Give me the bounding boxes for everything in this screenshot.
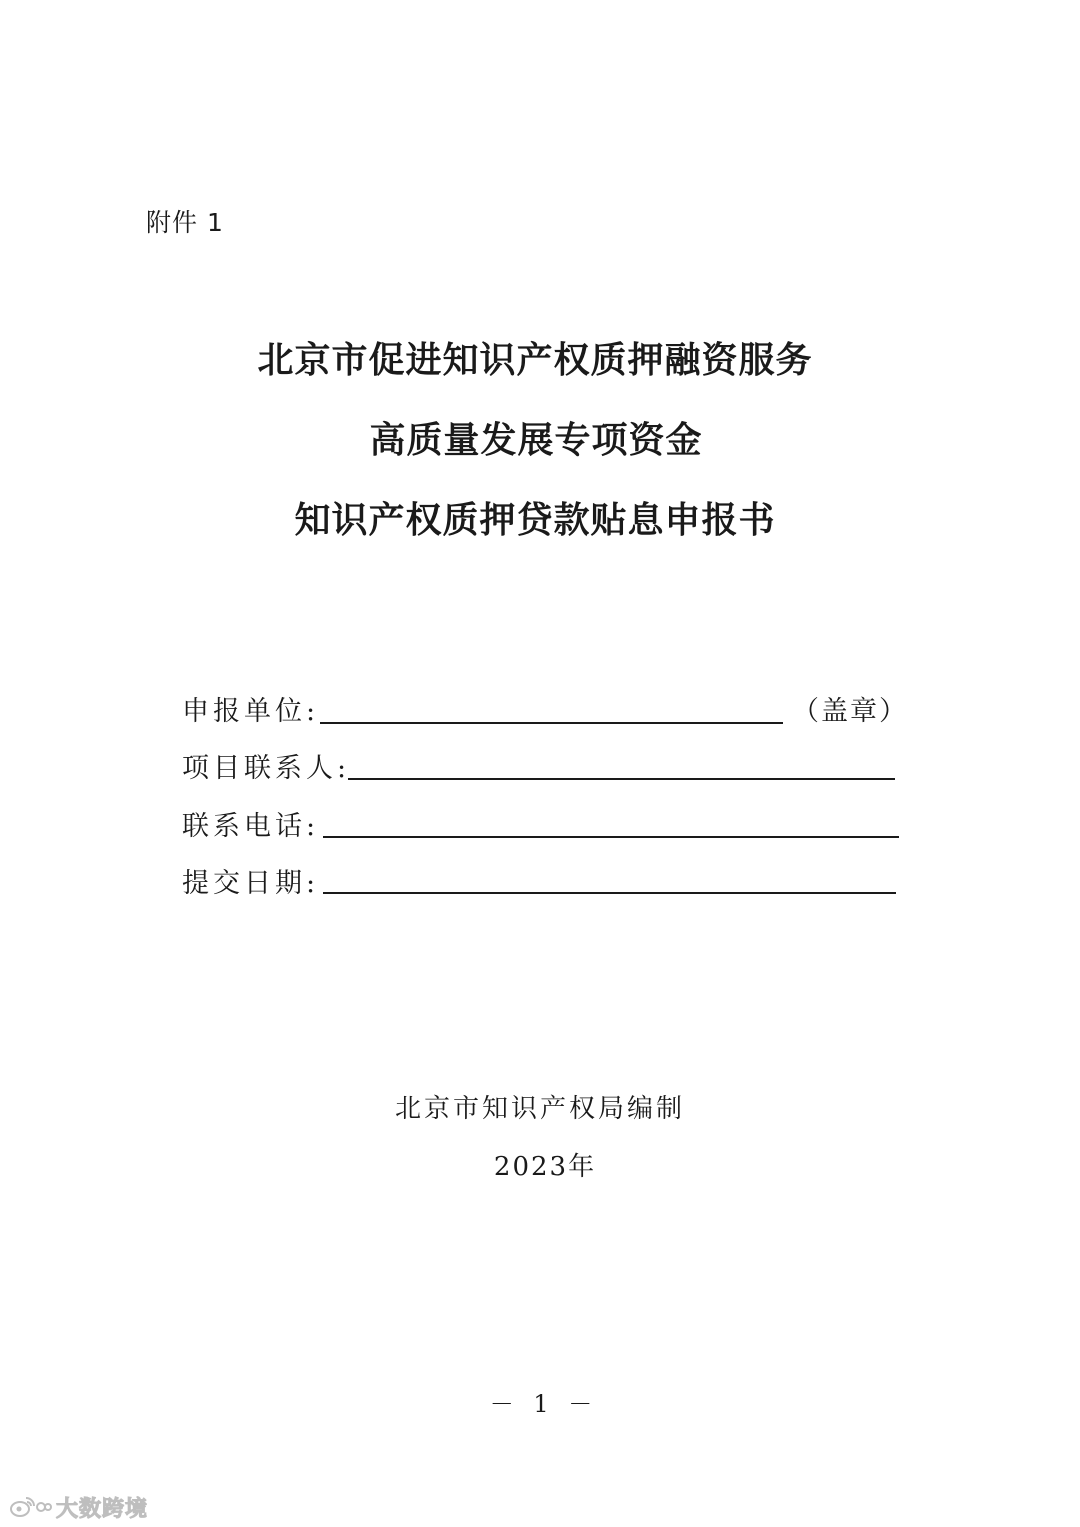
weibo-logo-icon [8,1494,52,1520]
contact-phone-label: 联系电话: [182,811,320,842]
contact-phone-blank[interactable] [323,836,899,838]
watermark [8,1492,148,1522]
submission-date-label: 提交日期: [182,868,320,899]
year-label: 2023年 [493,1152,597,1182]
watermark-text: 大数跨境 [56,1496,149,1522]
seal-note: （盖章） [792,696,908,727]
attachment-label: 附件 1 [146,208,224,237]
page-number: － 1 － [489,1390,599,1418]
project-contact-label: 项目联系人: [182,753,351,784]
project-contact-blank[interactable] [348,778,895,780]
compiler-note: 北京市知识产权局编制 [394,1094,685,1124]
document-title-line-2: 高质量发展专项资金 [369,420,703,461]
applicant-unit-label: 申报单位: [182,696,320,727]
document-title-line-3: 知识产权质押贷款贴息申报书 [294,500,776,541]
document-title-line-1: 北京市促进知识产权质押融资服务 [257,340,813,381]
submission-date-blank[interactable] [323,892,896,894]
applicant-unit-blank[interactable] [320,722,783,724]
